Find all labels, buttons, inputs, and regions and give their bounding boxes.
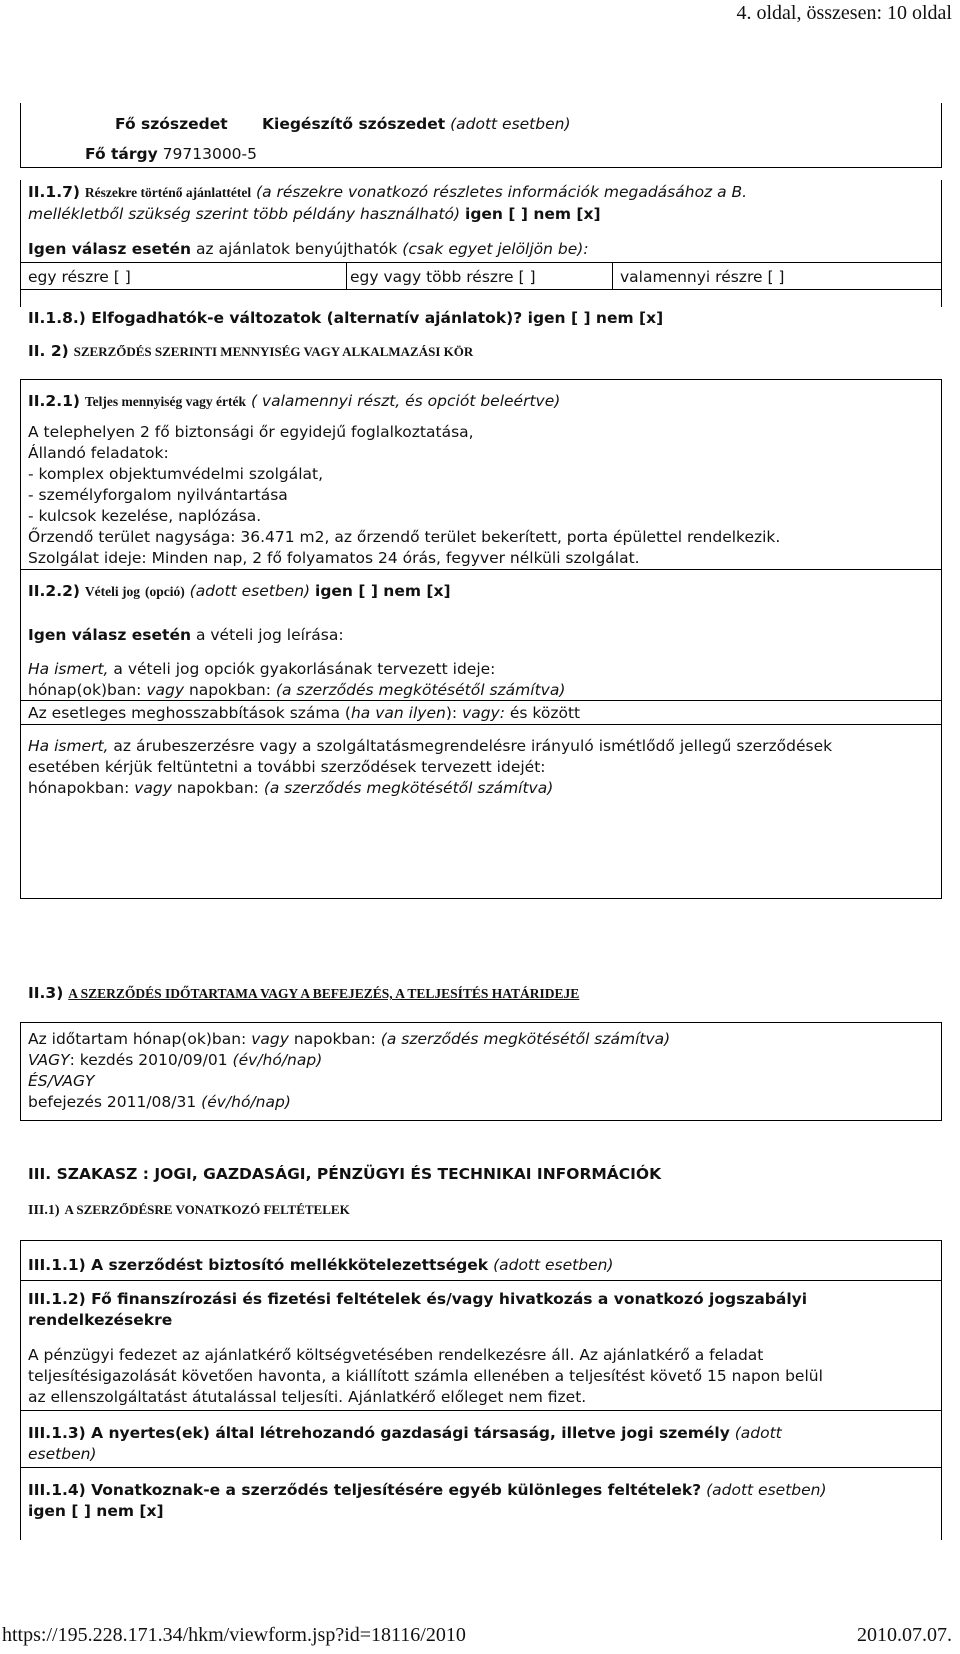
s117-line3 xyxy=(28,240,589,258)
s314-answer: igen [ ] nem [x] xyxy=(28,1502,164,1520)
main-vocab-label: Fő szószedet xyxy=(115,115,228,133)
s23-l2b: : kezdés 2010/09/01 xyxy=(69,1051,228,1069)
s23-box-left xyxy=(20,1022,21,1121)
s222-l5: esetében kérjük feltüntetni a további szerződések tervezett idejét: xyxy=(28,758,546,776)
s117-opt1: egy részre [ ] xyxy=(28,268,131,286)
s3-box-left xyxy=(20,1240,21,1540)
s2-box-top xyxy=(20,379,942,380)
s312-p3: az ellenszolgáltatást átutalással teljesíti. Ajánlatkérő előleget nem fizet. xyxy=(28,1388,587,1406)
s23-num: II.3) xyxy=(28,984,64,1002)
s222-l2d: (a szerződés megkötésétől számítva) xyxy=(275,681,566,699)
s117-right-border xyxy=(941,180,942,307)
s23-box-right xyxy=(941,1022,942,1121)
s222-l1b: a vételi jog opciók gyakorlásának tervezett ideje: xyxy=(113,660,496,678)
s314-note: (adott esetben) xyxy=(706,1481,827,1499)
s118-line xyxy=(28,309,663,327)
s117-num: II.1.7) xyxy=(28,183,80,201)
s23-heading xyxy=(28,984,579,1003)
s221-note: ( valamennyi részt, és opciót beleértve) xyxy=(250,392,561,410)
s118-answer: igen [ ] nem [x] xyxy=(527,309,664,327)
s23-l2a: VAGY xyxy=(28,1051,70,1069)
s117-yes-note: (csak egyet jelöljön be): xyxy=(402,240,589,258)
footer-date: 2010.07.07. xyxy=(857,1624,952,1646)
s31-num: III.1) xyxy=(28,1203,60,1218)
s222-l3d: vagy: xyxy=(462,704,505,722)
s117-desc2: mellékletből szükség szerint több példány használható) xyxy=(28,205,461,223)
s221-num: II.2.1) xyxy=(28,392,80,410)
s312-p2: teljesítésigazolását követően havonta, a kiállított számla ellenében a teljesítést követő 15 napon belül xyxy=(28,1367,823,1385)
s222-l2a: hónap(ok)ban: xyxy=(28,681,142,699)
s314-title: III.1.4) Vonatkoznak-e a szerződés teljesítésére egyéb különleges feltételek? xyxy=(28,1481,702,1499)
s221-line1: A telephelyen 2 fő biztonsági őr egyidejű foglalkoztatása, xyxy=(28,423,474,441)
s222-l3 xyxy=(28,704,580,722)
s117-yes-lead: Igen válasz esetén xyxy=(28,240,191,258)
s222-l3c: ): xyxy=(445,704,458,722)
s23-l1c: napokban: xyxy=(293,1030,376,1048)
s222-l4a: Ha ismert, xyxy=(28,737,109,755)
s117-answer: igen [ ] nem [x] xyxy=(465,205,601,223)
s221-line6: Őrzendő terület nagysága: 36.471 m2, az őrzendő terület bekerített, porta épülettel rendelkezik. xyxy=(28,528,781,546)
s2-heading xyxy=(28,342,473,361)
supp-vocab-note: (adott esetben) xyxy=(450,115,571,133)
s222-yes-lead: Igen válasz esetén xyxy=(28,626,191,644)
page-counter: 4. oldal, összesen: 10 oldal xyxy=(736,2,952,24)
s2-box-bottom xyxy=(20,898,942,899)
vocab-table-left xyxy=(20,103,21,168)
s222-answer: igen [ ] nem [x] xyxy=(315,582,451,600)
s23-l2c: (év/hó/nap) xyxy=(232,1051,323,1069)
s222-l2c: napokban: xyxy=(188,681,271,699)
s221-line3: - komplex objektumvédelmi szolgálat, xyxy=(28,465,324,483)
s117-options-top xyxy=(20,262,942,263)
s313-note2: esetben) xyxy=(28,1445,97,1463)
s23-l4b: (év/hó/nap) xyxy=(201,1093,291,1111)
s118-num: II.1.8.) xyxy=(28,309,86,327)
s313-note1: (adott xyxy=(734,1424,782,1442)
s222-l4b: az árubeszerzésre vagy a szolgáltatásmegrendelésre irányuló ismétlődő jellegű szerződések xyxy=(113,737,833,755)
s313-line1 xyxy=(28,1424,782,1442)
s23-box-bottom xyxy=(20,1120,942,1121)
s117-options-div1 xyxy=(346,262,347,290)
s222-title: Vételi jog xyxy=(84,584,141,599)
s222-yes-line xyxy=(28,626,344,644)
s221-title: Teljes mennyiség vagy érték xyxy=(84,394,247,409)
s117-options-div2 xyxy=(612,262,613,290)
s117-desc1: (a részekre vonatkozó részletes információk megadásához a B. xyxy=(256,183,748,201)
s222-separator1 xyxy=(20,700,942,701)
s222-l2b: vagy xyxy=(146,681,185,699)
s221-separator xyxy=(20,569,942,570)
s222-l6d: (a szerződés megkötésétől számítva) xyxy=(263,779,554,797)
s118-title: Elfogadhatók-e változatok (alternatív ajánlatok)? xyxy=(91,309,523,327)
s311-title: III.1.1) A szerződést biztosító mellékkötelezettségek xyxy=(28,1256,489,1274)
s222-heading xyxy=(28,582,451,601)
s313-separator xyxy=(20,1467,942,1468)
s222-l2 xyxy=(28,681,565,699)
s23-l4 xyxy=(28,1093,291,1111)
s312-separator xyxy=(20,1410,942,1411)
s23-l4a: befejezés 2011/08/31 xyxy=(28,1093,197,1111)
vocab-table-right xyxy=(941,103,942,168)
s222-l6b: vagy xyxy=(134,779,172,797)
vocab-table-bottom xyxy=(20,167,942,168)
s23-l2 xyxy=(28,1051,322,1069)
supp-vocab-label: Kiegészítő szószedet xyxy=(262,115,446,133)
s23-l1d: (a szerződés megkötésétől számítva) xyxy=(380,1030,671,1048)
s3-title: III. SZAKASZ : JOGI, GAZDASÁGI, PÉNZÜGYI ÉS TECHNIKAI INFORMÁCIÓK xyxy=(28,1165,662,1183)
s3-box-right xyxy=(941,1240,942,1540)
s221-line7: Szolgálat ideje: Minden nap, 2 fő folyamatos 24 órás, fegyver nélküli szolgálat. xyxy=(28,549,640,567)
s117-opt3: valamennyi részre [ ] xyxy=(620,268,785,286)
s2-num: II. 2) xyxy=(28,342,69,360)
s23-l1 xyxy=(28,1030,670,1048)
supp-vocab xyxy=(262,115,571,133)
s117-yes-text: az ajánlatok benyújthatók xyxy=(195,240,398,258)
main-object-label: Fő tárgy xyxy=(85,145,158,163)
s117-opt2: egy vagy több részre [ ] xyxy=(350,268,536,286)
s222-opt: (opció) xyxy=(144,584,185,599)
s221-line5: - kulcsok kezelése, naplózása. xyxy=(28,507,262,525)
s222-num: II.2.2) xyxy=(28,582,80,600)
s221-line4: - személyforgalom nyilvántartása xyxy=(28,486,288,504)
s222-l3a: Az esetleges meghosszabbítások száma ( xyxy=(28,704,351,722)
s312-title1: III.1.2) Fő finanszírozási és fizetési feltételek és/vagy hivatkozás a vonatkozó jogszabályi xyxy=(28,1290,808,1308)
s23-box-top xyxy=(20,1022,942,1023)
s23-l3: ÉS/VAGY xyxy=(28,1072,95,1090)
s311-line xyxy=(28,1256,613,1274)
s314-line1 xyxy=(28,1481,827,1499)
s222-l4 xyxy=(28,737,832,755)
s3-box-top xyxy=(20,1240,942,1241)
s311-note: (adott esetben) xyxy=(493,1256,614,1274)
s23-l1b: vagy xyxy=(251,1030,289,1048)
s221-line2: Állandó feladatok: xyxy=(28,444,169,462)
s312-title2: rendelkezésekre xyxy=(28,1311,173,1329)
s2-box-left xyxy=(20,379,21,899)
s222-l6c: napokban: xyxy=(176,779,259,797)
s222-l1a: Ha ismert, xyxy=(28,660,109,678)
s2-title: SZERZŐDÉS SZERINTI MENNYISÉG VAGY ALKALMAZÁSI KÖR xyxy=(73,344,474,359)
s222-yes-text: a vételi jog leírása: xyxy=(195,626,344,644)
s117-line2 xyxy=(28,205,601,223)
s117-line1 xyxy=(28,183,747,202)
s222-l1 xyxy=(28,660,495,678)
s117-left-border xyxy=(20,180,21,307)
s31-title: A SZERZŐDÉSRE VONATKOZÓ FELTÉTELEK xyxy=(64,1202,350,1217)
footer-url: https://195.228.171.34/hkm/viewform.jsp?id=18116/2010 xyxy=(2,1624,466,1646)
s117-title: Részekre történő ajánlattétel xyxy=(84,185,252,200)
s23-l1a: Az időtartam hónap(ok)ban: xyxy=(28,1030,247,1048)
s222-l6 xyxy=(28,779,553,797)
s222-l3b: ha van ilyen xyxy=(350,704,446,722)
main-object xyxy=(85,145,257,163)
s222-separator2 xyxy=(20,724,942,725)
s222-note: (adott esetben) xyxy=(189,582,311,600)
s31-heading xyxy=(28,1200,350,1220)
s222-l3e: és között xyxy=(509,704,581,722)
s222-l6a: hónapokban: xyxy=(28,779,130,797)
s311-separator xyxy=(20,1280,942,1281)
s2-box-right xyxy=(941,379,942,899)
s117-options-bottom xyxy=(20,289,942,290)
s313-title: III.1.3) A nyertes(ek) által létrehozandó gazdasági társaság, illetve jogi személy xyxy=(28,1424,730,1442)
s312-p1: A pénzügyi fedezet az ajánlatkérő költségvetésében rendelkezésre áll. Az ajánlatkérő a feladat xyxy=(28,1346,764,1364)
s23-title: A SZERZŐDÉS IDŐTARTAMA VAGY A BEFEJEZÉS, A TELJESÍTÉS HATÁRIDEJE xyxy=(68,986,580,1001)
s221-heading xyxy=(28,392,560,411)
main-object-code: 79713000-5 xyxy=(162,145,258,163)
